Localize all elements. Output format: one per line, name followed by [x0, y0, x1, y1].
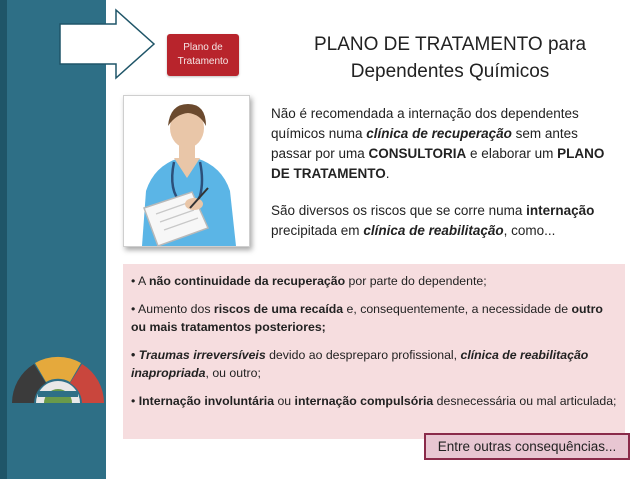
risk-2-text-1: • Aumento dos — [131, 302, 214, 316]
intro-p1-text-4: . — [385, 166, 390, 181]
risk-2-emph-2: outro ou mais tratamentos posteriores; — [131, 302, 603, 334]
risk-3-emph-1: Traumas irreversíveis — [138, 348, 266, 362]
risk-4-text-1: ou — [274, 394, 295, 408]
intro-p1-text-3: e elaborar um — [466, 146, 558, 161]
risk-item-3 — [131, 346, 617, 382]
risk-3-text-2: , ou outro; — [205, 366, 261, 380]
risks-box — [123, 264, 625, 439]
risk-3-bullet: • — [131, 348, 139, 362]
intro-text — [271, 104, 621, 241]
arrow-right-icon — [58, 8, 158, 80]
intro-p2-text-1: São diversos os riscos que se corre numa — [271, 203, 527, 218]
intro-p1-emph-3: PLANO DE TRATAMENTO — [271, 146, 605, 181]
intro-p1-text-1: Não é recomendada a internação dos dependentes químicos numa — [271, 106, 579, 141]
risk-3-text-1: devido ao despreparo profissional, — [265, 348, 461, 362]
title-line-1: PLANO DE TRATAMENTO para — [313, 34, 587, 55]
intro-paragraph-2 — [271, 201, 621, 241]
intro-p2-emph-1: internação — [526, 203, 595, 218]
risk-1-emph-1: não continuidade da recuperação — [148, 274, 346, 288]
nurse-photo-frame — [123, 95, 250, 247]
tag-line-1: Plano de — [183, 42, 223, 53]
other-consequences-label: Entre outras consequências... — [424, 433, 630, 460]
risk-4-emph-2: internação compulsória — [294, 394, 434, 408]
risk-1-text-2: por parte do dependente; — [345, 274, 487, 288]
risk-item-4 — [131, 392, 617, 410]
tag-line-2: Tratamento — [177, 56, 229, 67]
intro-paragraph-1 — [271, 104, 621, 184]
plano-tratamento-tag — [167, 34, 239, 76]
risk-4-text-2: desnecessária ou mal articulada; — [433, 394, 617, 408]
intro-p1-emph-1: clínica de recuperação — [366, 126, 512, 141]
risk-item-2 — [131, 300, 617, 336]
page-title — [300, 31, 600, 85]
risk-2-text-2: e, consequentemente, a necessidade de — [343, 302, 572, 316]
title-line-2: Dependentes Químicos — [350, 61, 550, 82]
intro-p2-text-3: , como... — [503, 223, 556, 238]
intro-p1-emph-2: CONSULTORIA — [368, 146, 467, 161]
intro-p2-text-2: precipitada em — [271, 223, 364, 238]
sidebar-stripe — [0, 0, 7, 479]
risk-2-emph-1: riscos de uma recaída — [213, 302, 344, 316]
nurse-photo — [124, 96, 249, 246]
risk-4-emph-1: Internação involuntária — [138, 394, 275, 408]
risk-1-text-1: • A — [131, 274, 149, 288]
dicas-wheel-graphic — [8, 345, 108, 405]
risk-3-emph-2: clínica de reabilitação inapropriada — [131, 348, 589, 380]
risk-4-bullet: • — [131, 394, 139, 408]
risk-item-1 — [131, 272, 617, 290]
intro-p1-text-2: sem antes passar por uma — [271, 126, 578, 161]
intro-p2-emph-2: clínica de reabilitação — [363, 223, 504, 238]
